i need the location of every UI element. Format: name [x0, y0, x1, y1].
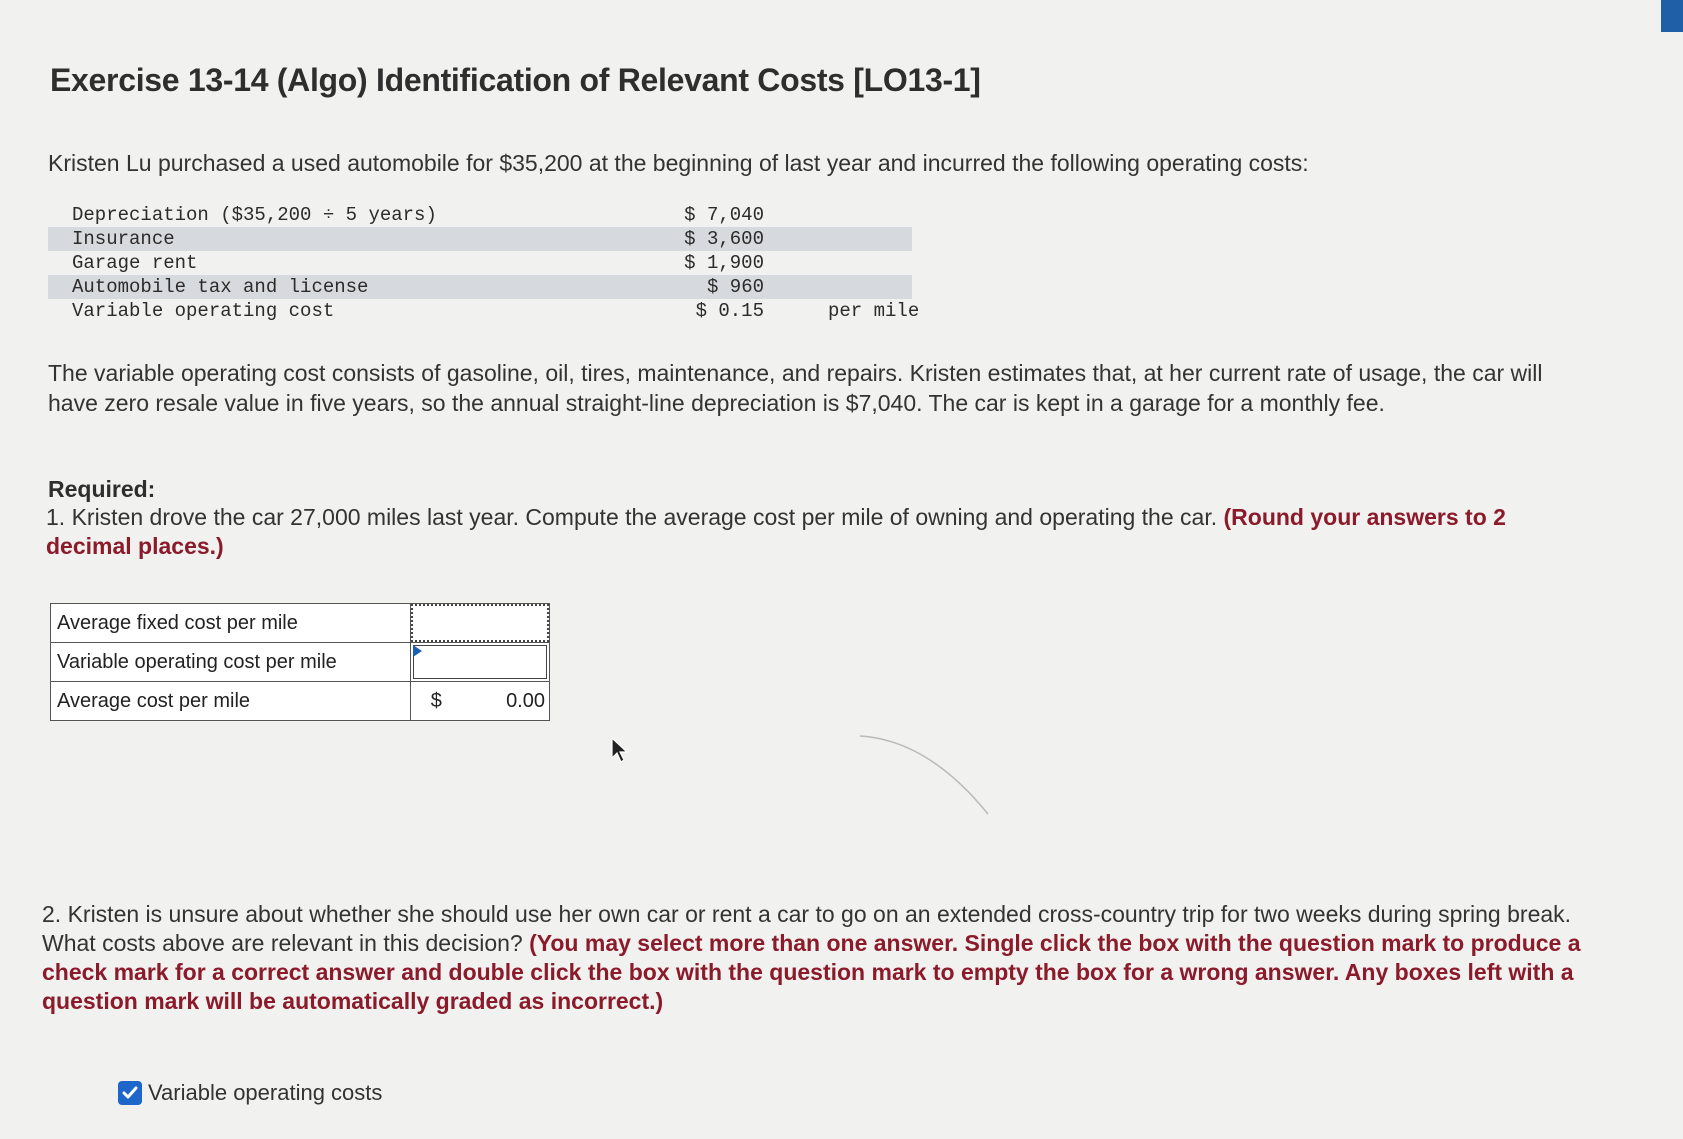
corner-tab: [1661, 0, 1683, 32]
cost-value: $ 960: [706, 276, 764, 298]
input-marker-icon: [413, 645, 422, 657]
cost-label: Depreciation ($35,200 ÷ 5 years): [72, 204, 437, 226]
cost-value: $ 7,040: [684, 204, 764, 226]
average-cost-output: [410, 682, 549, 721]
option-label: Variable operating costs: [148, 1080, 383, 1105]
screen-glare-line: [858, 730, 998, 820]
page-title: Exercise 13-14 (Algo) Identification of Relevant Costs [LO13-1]: [50, 62, 981, 98]
cost-row: [48, 251, 912, 275]
cost-value: $ 0.15: [695, 300, 764, 322]
row-label: Average fixed cost per mile: [51, 604, 411, 643]
cost-value: $ 1,900: [684, 252, 764, 274]
cost-unit: per mile: [828, 300, 920, 322]
cost-label: Automobile tax and license: [72, 276, 369, 298]
question-1: [46, 503, 1586, 561]
computed-value: 0.00: [506, 690, 545, 712]
cost-label: Insurance: [72, 228, 175, 250]
description-paragraph: The variable operating cost consists of gasoline, oil, tires, maintenance, and repairs. Kristen estimates that, at her current rate of usage, the car will have zero resale value in five years, so the annual straight-line depreciation is $7,040. The car is kept in a garage for a monthly fee.: [48, 360, 1543, 416]
row-label: Variable operating cost per mile: [51, 643, 411, 682]
check-icon: [121, 1084, 139, 1102]
option-variable-operating-costs[interactable]: [118, 1080, 382, 1106]
mouse-cursor-icon: [610, 736, 630, 764]
row-label: Average cost per mile: [51, 682, 411, 721]
question-1-text: 1. Kristen drove the car 27,000 miles last year. Compute the average cost per mile of owning and operating the car.: [46, 504, 1218, 530]
table-row: [51, 682, 550, 721]
input-field-focused[interactable]: [411, 604, 549, 642]
checkbox-checked[interactable]: [118, 1081, 142, 1105]
question-2: [42, 900, 1602, 1016]
table-row: [51, 643, 550, 682]
intro-text: Kristen Lu purchased a used automobile for $35,200 at the beginning of last year and incurred the following operating costs:: [48, 150, 1309, 176]
question-2-text: 2. Kristen is unsure about whether she should use her own car or rent a car to go on an extended cross-country trip for two weeks during spring break. What costs above are relevant in this decision?: [42, 901, 1572, 956]
question-2-instruction: (You may select more than one answer. Single click the box with the question mark to produce a check mark for a correct answer and double click the box with the question mark to empty the box for a wrong answer. Any boxes left with a question mark will be automatically graded as incorrect.): [42, 930, 1581, 1014]
table-row: [51, 604, 550, 643]
cost-label: Variable operating cost: [72, 300, 335, 322]
average-fixed-cost-input[interactable]: [410, 604, 549, 643]
cost-row: [48, 275, 912, 299]
input-field[interactable]: [413, 645, 547, 679]
required-label: Required:: [48, 476, 156, 502]
cost-row: [48, 203, 912, 227]
cost-row: [48, 299, 920, 323]
question-1-instruction: (Round your answers to 2 decimal places.): [46, 504, 1506, 559]
answer-table: [50, 603, 550, 721]
cost-value: $ 3,600: [684, 228, 764, 250]
variable-cost-input[interactable]: [410, 643, 549, 682]
currency-symbol: $: [430, 690, 442, 712]
cost-label: Garage rent: [72, 252, 198, 274]
cost-row: [48, 227, 912, 251]
